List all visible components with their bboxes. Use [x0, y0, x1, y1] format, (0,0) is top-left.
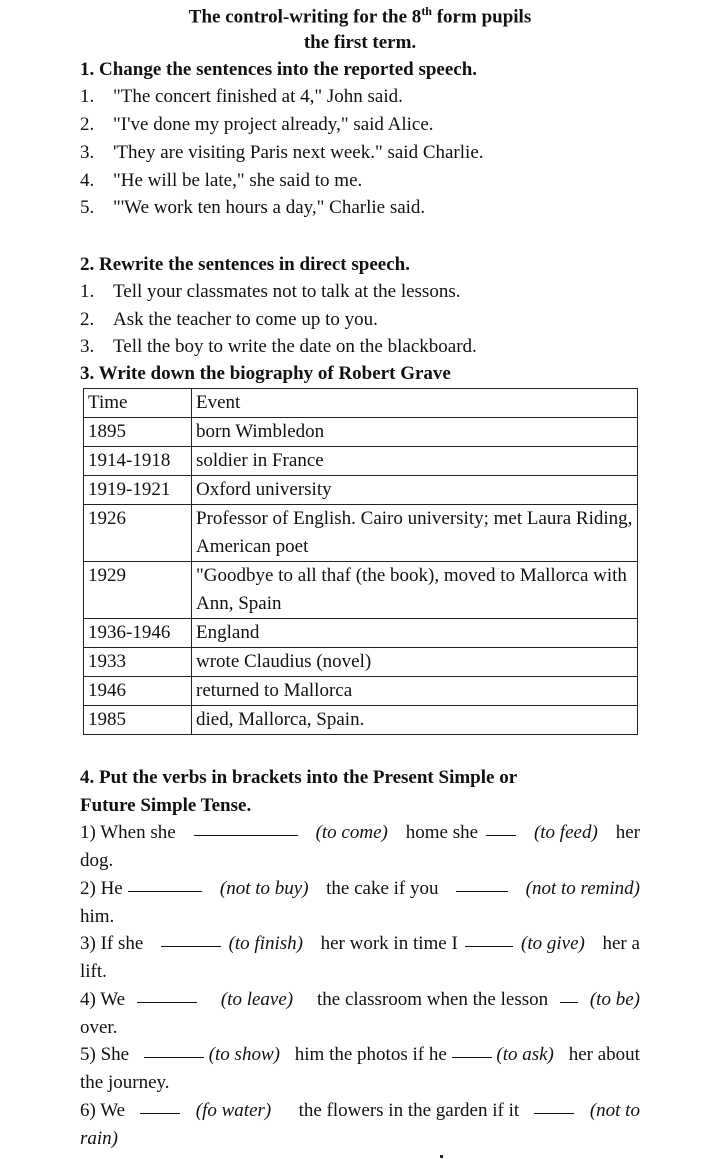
item-number: 4.: [80, 170, 95, 191]
task4-heading-line2: Future Simple Tense.: [80, 795, 252, 816]
answer-blank[interactable]: [452, 1041, 492, 1058]
table-row: [84, 677, 638, 706]
exercise-line: [80, 930, 640, 958]
table-row: [84, 418, 638, 447]
answer-blank[interactable]: [486, 819, 516, 836]
task1-item: [80, 170, 362, 192]
item-text: "The concert finished at 4," John said.: [113, 86, 403, 107]
title-text-post: form pupils: [431, 6, 532, 28]
task2-item: [80, 309, 378, 331]
document-title: [0, 4, 720, 28]
time-cell: 1926: [84, 505, 192, 562]
table-header-row: [84, 389, 638, 418]
answer-blank[interactable]: [534, 1097, 574, 1114]
item-number: 1.: [80, 86, 95, 107]
item-text: the flowers in the garden if it: [298, 1100, 520, 1121]
item-text: "He will be late," she said to me.: [113, 170, 363, 191]
item-number: 1.: [80, 281, 95, 302]
verb-hint: (to finish): [228, 933, 303, 954]
exercise-line: [80, 986, 640, 1014]
task1-item: [80, 114, 434, 136]
exercise-item: [80, 1097, 640, 1153]
answer-blank[interactable]: [560, 986, 578, 1003]
table-row: [84, 706, 638, 735]
verb-hint: (to give): [521, 933, 585, 954]
item-text: 4) We: [80, 989, 126, 1010]
answer-blank[interactable]: [465, 930, 513, 947]
time-cell: 1914-1918: [84, 447, 192, 476]
task3-heading: 3. Write down the biography of Robert Grave: [80, 363, 451, 384]
verb-hint: (not to buy): [219, 878, 309, 899]
event-cell: soldier in France: [192, 447, 638, 476]
item-number: 3.: [80, 336, 95, 357]
task1-heading: 1. Change the sentences into the reported speech.: [80, 59, 478, 80]
item-text: her: [615, 822, 640, 843]
table-row: [84, 562, 638, 619]
time-cell: 1933: [84, 648, 192, 677]
item-text: Tell your classmates not to talk at the lessons.: [113, 281, 461, 302]
task1-item: [80, 197, 425, 219]
time-cell: 1946: [84, 677, 192, 706]
verb-hint: (to come): [315, 822, 388, 843]
item-text: home she: [405, 822, 479, 843]
answer-blank[interactable]: [144, 1041, 204, 1058]
item-text: "I've done my project already," said Alice.: [113, 114, 434, 135]
answer-blank[interactable]: [137, 986, 197, 1003]
item-continuation: lift.: [80, 961, 107, 982]
verb-hint: (to leave): [220, 989, 294, 1010]
exercise-item: [80, 986, 640, 1042]
time-cell: 1985: [84, 706, 192, 735]
event-cell: died, Mallorca, Spain.: [192, 706, 638, 735]
answer-blank[interactable]: [194, 819, 298, 836]
item-text: Tell the boy to write the date on the blackboard.: [113, 336, 477, 357]
item-text: her a: [602, 933, 640, 954]
answer-blank[interactable]: [456, 875, 508, 892]
event-cell: "Goodbye to all thaf (the book), moved to Mallorca with Ann, Spain: [192, 562, 638, 619]
task2-item: [80, 281, 460, 303]
verb-hint: (not to: [589, 1100, 640, 1121]
item-text: her about: [568, 1044, 640, 1065]
table-row: [84, 619, 638, 648]
task2-item: [80, 336, 477, 358]
item-continuation: over.: [80, 1017, 118, 1038]
exercise-line: [80, 1097, 640, 1125]
verb-hint: (to ask): [496, 1044, 554, 1065]
item-continuation: the journey.: [80, 1072, 170, 1093]
verb-hint: (not to remind): [525, 878, 640, 899]
item-text: the classroom when the lesson: [316, 989, 549, 1010]
task2-heading: 2. Rewrite the sentences in direct speech.: [80, 254, 410, 275]
table-row: [84, 505, 638, 562]
item-number: 3.: [80, 142, 95, 163]
item-text: 1) When she: [80, 822, 176, 843]
event-cell: Professor of English. Cairo university; met Laura Riding, American poet: [192, 505, 638, 562]
verb-hint: (to show): [208, 1044, 280, 1065]
verb-hint: (to be): [589, 989, 640, 1010]
exercise-line: [80, 819, 640, 847]
item-text: 6) We: [80, 1100, 126, 1121]
item-text: him the photos if he: [294, 1044, 447, 1065]
item-text: 5) She: [80, 1044, 130, 1065]
exercise-item: [80, 819, 640, 875]
item-text: "'We work ten hours a day," Charlie said.: [113, 197, 426, 218]
exercise-line: [80, 1041, 640, 1069]
event-cell: born Wimbledon: [192, 418, 638, 447]
answer-blank[interactable]: [128, 875, 202, 892]
item-number: 2.: [80, 309, 95, 330]
item-continuation: dog.: [80, 850, 114, 871]
item-continuation: rain): [80, 1128, 118, 1149]
title-text-pre: The control-writing for the 8: [188, 6, 422, 28]
biography-table: [83, 388, 638, 735]
answer-blank[interactable]: [140, 1097, 180, 1114]
item-text: the cake if you: [326, 878, 439, 899]
stray-mark: [440, 1155, 443, 1158]
event-cell: returned to Mallorca: [192, 677, 638, 706]
task4-heading-line1: 4. Put the verbs in brackets into the Present Simple or: [80, 767, 518, 788]
time-cell: 1929: [84, 562, 192, 619]
time-cell: 1936-1946: [84, 619, 192, 648]
event-cell: wrote Claudius (novel): [192, 648, 638, 677]
exercise-item: [80, 1041, 640, 1097]
verb-hint: (to feed): [533, 822, 598, 843]
time-cell: 1895: [84, 418, 192, 447]
column-header-time: Time: [84, 389, 192, 418]
column-header-event: Event: [192, 389, 638, 418]
verb-hint: (fo water): [195, 1100, 272, 1121]
exercise-item: [80, 875, 640, 931]
item-text: her work in time I: [320, 933, 458, 954]
item-text: Ask the teacher to come up to you.: [113, 309, 378, 330]
exercise-item: [80, 930, 640, 986]
task1-item: [80, 142, 484, 164]
task1-item: [80, 86, 403, 108]
table-row: [84, 447, 638, 476]
table-row: [84, 648, 638, 677]
event-cell: Oxford university: [192, 476, 638, 505]
item-number: 2.: [80, 114, 95, 135]
time-cell: 1919-1921: [84, 476, 192, 505]
item-text: 'They are visiting Paris next week." said Charlie.: [113, 142, 484, 163]
event-cell: England: [192, 619, 638, 648]
item-text: 3) If she: [80, 933, 144, 954]
item-number: 5.: [80, 197, 95, 218]
item-continuation: him.: [80, 906, 115, 927]
item-text: 2) He: [80, 878, 123, 899]
title-superscript: th: [421, 4, 432, 18]
document-subtitle: the first term.: [303, 32, 417, 53]
table-row: [84, 476, 638, 505]
exercise-line: [80, 875, 640, 903]
answer-blank[interactable]: [161, 930, 221, 947]
